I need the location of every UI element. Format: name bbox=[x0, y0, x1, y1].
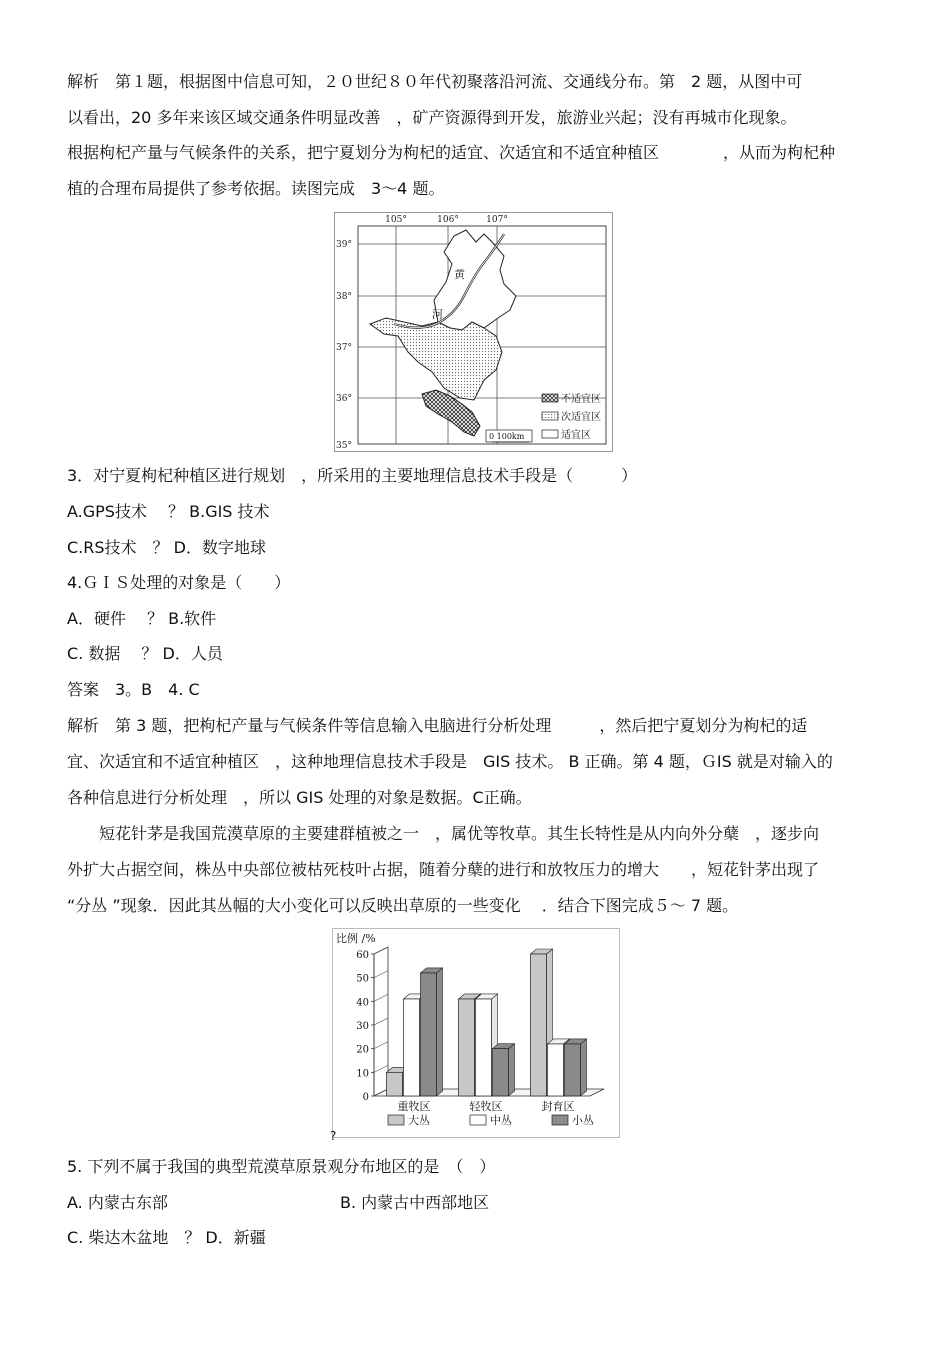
question-5-option-a: A. 内蒙古东部 bbox=[67, 1193, 168, 1212]
legend-swatch bbox=[552, 1115, 568, 1125]
question-4: 4.ＧＩＳ处理的对象是（ ） bbox=[67, 573, 291, 592]
bar bbox=[459, 999, 475, 1096]
y-tick-label: 10 bbox=[356, 1068, 369, 1080]
analysis-paragraph-1-line-2: 以看出，20 多年来该区域交通条件明显改善 ，矿产资源得到开发，旅游业兴起；没有再城市化现象。 bbox=[67, 108, 797, 127]
x-category-label: 重牧区 bbox=[397, 1100, 431, 1113]
stipa-paragraph-line-1: 短花针茅是我国荒漠草原的主要建群植被之一 ，属优等牧草。其生长特性是从内向外分蘖 ，逐步向 bbox=[67, 824, 820, 843]
legend-unsuitable: 不适宜区 bbox=[561, 394, 601, 405]
y-tick-label: 40 bbox=[356, 997, 369, 1009]
question-5: 5. 下列不属于我国的典型荒漠草原景观分布地区的是 （ ） bbox=[67, 1157, 496, 1176]
clump-size-bar-chart bbox=[332, 928, 620, 1138]
lat-label: 39° bbox=[336, 240, 352, 250]
question-4-options-ab: A．硬件 ？ B.软件 bbox=[67, 609, 217, 628]
lat-label: 38° bbox=[336, 292, 352, 302]
legend-suitable: 适宜区 bbox=[561, 430, 591, 441]
bar-chart-figure bbox=[332, 928, 620, 1138]
lon-label: 105° bbox=[385, 215, 407, 225]
question-5-option-b: B. 内蒙古中西部地区 bbox=[340, 1193, 490, 1212]
legend-label: 小丛 bbox=[572, 1114, 594, 1127]
answer-line: 答案 3。B 4. C bbox=[67, 680, 200, 699]
legend-label: 中丛 bbox=[490, 1114, 512, 1127]
map-scale: 0 100km bbox=[489, 432, 525, 441]
chart-ylabel: 比例 /% bbox=[336, 932, 376, 945]
x-category-label: 轻牧区 bbox=[469, 1100, 503, 1113]
explanation-line-3: 各种信息进行分析处理 ，所以 GIS 处理的对象是数据。C正确。 bbox=[67, 788, 532, 807]
y-tick-label: 50 bbox=[356, 973, 369, 985]
intro-paragraph-line-1: 根据枸杞产量与气候条件的关系，把宁夏划分为枸杞的适宜、次适宜和不适宜种植区 ，从而为枸杞种 bbox=[67, 143, 836, 162]
y-tick-label: 20 bbox=[356, 1044, 369, 1056]
explanation-line-2: 宜、次适宜和不适宜种植区 ，这种地理信息技术手段是 GIS 技术。 B 正确。第 4 题，ＧIS 就是对输入的 bbox=[67, 752, 833, 771]
legend-swatch-secondary bbox=[542, 412, 558, 420]
stipa-paragraph-line-3: “分丛 ”现象．因此其丛幅的大小变化可以反映出草原的一些变化 ．结合下图完成５～ 7 题。 bbox=[67, 896, 739, 915]
lon-label: 106° bbox=[437, 215, 459, 225]
legend-swatch bbox=[470, 1115, 486, 1125]
question-3-options-cd: C.RS技术 ？ D．数字地球 bbox=[67, 538, 266, 557]
bar bbox=[531, 954, 547, 1096]
bar bbox=[421, 973, 437, 1096]
river-label-he: 河 bbox=[432, 308, 443, 321]
bar bbox=[404, 999, 420, 1096]
question-3: 3．对宁夏枸杞种植区进行规划 ，所采用的主要地理信息技术手段是（ ） bbox=[67, 466, 638, 485]
stipa-paragraph-line-2: 外扩大占据空间，株丛中央部位被枯死枝叶占据，随着分蘖的进行和放牧压力的增大 ，短花针茅出现了 bbox=[67, 860, 820, 879]
explanation-line-1: 解析 第 3 题，把枸杞产量与气候条件等信息输入电脑进行分析处理 ，然后把宁夏划分为枸杞的适 bbox=[67, 716, 808, 735]
question-5-options-cd: C. 柴达木盆地 ？ D．新疆 bbox=[67, 1228, 266, 1247]
lat-label: 35° bbox=[336, 441, 352, 451]
legend-swatch-suitable bbox=[542, 430, 558, 438]
x-category-label: 封育区 bbox=[541, 1100, 575, 1113]
ningxia-map-figure bbox=[334, 212, 613, 452]
river-label-huang: 黄 bbox=[454, 268, 465, 281]
y-tick-label: 30 bbox=[356, 1021, 369, 1032]
legend-label: 大丛 bbox=[408, 1114, 430, 1127]
legend-secondary: 次适宜区 bbox=[561, 412, 601, 423]
bar bbox=[493, 1049, 509, 1096]
bar bbox=[565, 1044, 581, 1096]
ningxia-map bbox=[334, 212, 613, 452]
question-4-options-cd: C. 数据 ？ D．人员 bbox=[67, 644, 223, 663]
lat-label: 36° bbox=[336, 394, 352, 404]
bar-side bbox=[509, 1044, 515, 1096]
lon-label: 107° bbox=[486, 215, 508, 225]
intro-paragraph-line-2: 植的合理布局提供了参考依据。读图完成 3～4 题。 bbox=[67, 179, 445, 198]
y-tick-label: 0 bbox=[362, 1092, 369, 1103]
bar-side bbox=[581, 1039, 587, 1096]
legend-swatch bbox=[388, 1115, 404, 1125]
stray-question-mark: ? bbox=[330, 1129, 337, 1143]
y-tick-label: 60 bbox=[356, 950, 369, 961]
bar bbox=[548, 1044, 564, 1096]
question-3-options-ab: A.GPS技术 ？ B.GIS 技术 bbox=[67, 502, 270, 521]
bar bbox=[476, 999, 492, 1096]
bar bbox=[387, 1072, 403, 1096]
legend-swatch-unsuitable bbox=[542, 394, 558, 402]
lat-label: 37° bbox=[336, 343, 352, 353]
bar-side bbox=[437, 968, 443, 1096]
analysis-paragraph-1-line-1: 解析 第１题，根据图中信息可知，２０世纪８０年代初聚落沿河流、交通线分布。第 2 题，从图中可 bbox=[67, 72, 803, 91]
